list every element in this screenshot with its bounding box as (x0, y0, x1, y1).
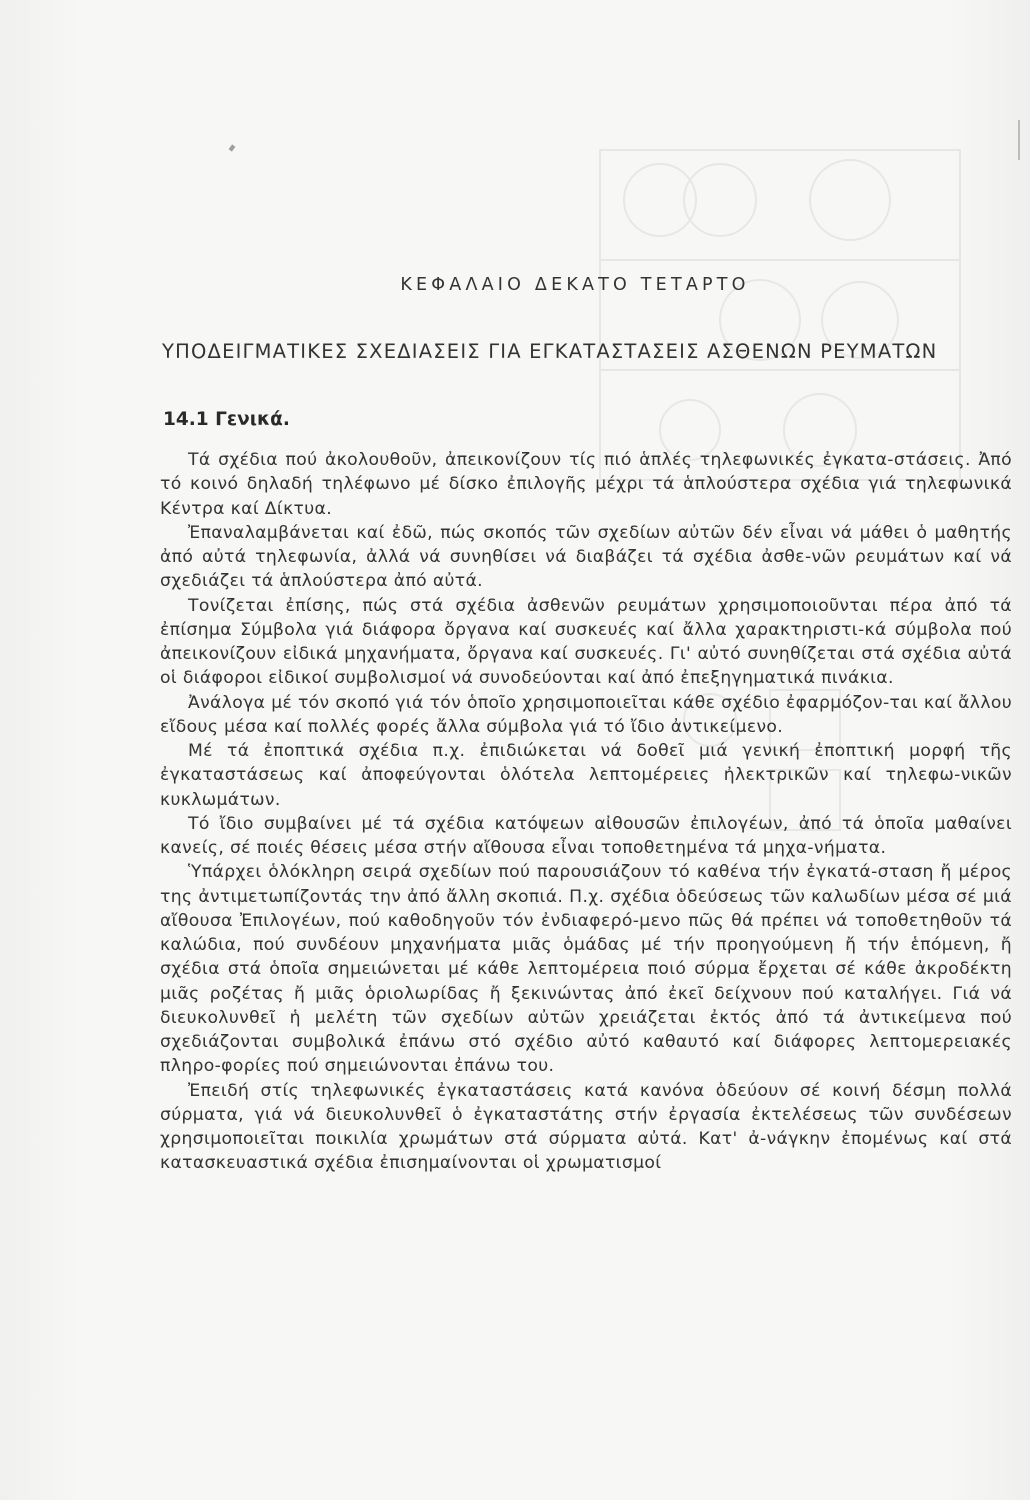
paragraph: Ἀνάλογα μέ τόν σκοπό γιά τόν ὁποῖο χρησιμοποιεῖται κάθε σχέδιο ἐφαρμόζον-ται καί ἄλλου εἴδους μέσα καί πολλές φορές ἄλλα σύμβολα γιά τό ἴδιο ἀντικείμενο. (160, 692, 1012, 737)
paragraph: Τό ἴδιο συμβαίνει μέ τά σχέδια κατόψεων αἰθουσῶν ἐπιλογέων, ἀπό τά ὁποῖα μαθαίνει κανείς, σέ ποιές θέσεις μέσα στήν αἴθουσα εἶναι τοποθετημένα τά μηχα-νήματα. (160, 813, 1012, 858)
paragraph: Τά σχέδια πού ἀκολουθοῦν, ἀπεικονίζουν τίς πιό ἁπλές τηλεφωνικές ἐγκατα-στάσεις. Ἀπό τό κοινό δηλαδή τηλέφωνο μέ δίσκο ἐπιλογῆς μέχρι τά ἁπλούστερα σχέδια γιά τηλεφωνικά Κέντρα καί Δίκτυα. (160, 450, 1012, 519)
body-text (160, 448, 1012, 1176)
chapter-title: ΥΠΟΔΕΙΓΜΑΤΙΚΕΣ ΣΧΕΔΙΑΣΕΙΣ ΓΙΑ ΕΓΚΑΤΑΣΤΑΣΕΙΣ ΑΣΘΕΝΩΝ ΡΕΥΜΑΤΩΝ (162, 340, 938, 363)
scan-speck (229, 144, 236, 151)
paragraph: Τονίζεται ἐπίσης, πώς στά σχέδια ἀσθενῶν ρευμάτων χρησιμοποιοῦνται πέρα ἀπό τά ἐπίσημα Σύμβολα γιά διάφορα ὄργανα καί συσκευές καί ἄλλα χαρακτηριστι-κά σύμβολα πού ἀπεικονίζουν εἰδικά μηχανήματα, ὄργανα καί συσκευές. Γι' αὐτό συνηθίζεται στά σχέδια αὐτά οἱ διάφοροι εἰδικοί συμβολισμοί νά συνοδεύονται καί ἀπό ἐπεξηγηματικά πινάκια. (160, 595, 1012, 689)
chapter-heading: ΚΕΦΑΛΑΙΟ ΔΕΚΑΤΟ ΤΕΤΑΡΤΟ (400, 275, 750, 295)
section-heading: 14.1 Γενικά. (163, 409, 290, 430)
paragraph: Ἐπαναλαμβάνεται καί ἐδῶ, πώς σκοπός τῶν σχεδίων αὐτῶν δέν εἶναι νά μάθει ὁ μαθητής ἀπό αὐτά τηλεφωνία, ἀλλά νά συνηθίσει νά διαβάζει τά σχέδια ἀσθε-νῶν ρευμάτων καί νά σχεδιάζει τά ἁπλούστερα ἀπό αὐτά. (160, 522, 1012, 592)
paragraph: Ὑπάρχει ὁλόκληρη σειρά σχεδίων πού παρουσιάζουν τό καθένα τήν ἐγκατά-σταση ἤ μέρος της ἀντιμετωπίζοντάς την ἀπό ἄλλη σκοπιά. Π.χ. σχέδια ὁδεύσεως τῶν καλωδίων μέσα σέ μιά αἴθουσα Ἐπιλογέων, πού καθοδηγοῦν τόν ἐνδιαφερό-μενο πῶς θά πρέπει νά τοποθετηθοῦν τά καλώδια, πού συνδέουν μηχανήματα μιᾶς ὁμάδας μέ τήν προηγούμενη ἤ τήν ἑπόμενη, ἤ σχέδια στά ὁποῖα σημειώνεται μέ κάθε λεπτομέρεια ποιό σύρμα ἔρχεται σέ κάθε ἀκροδέκτη μιᾶς ροζέτας ἤ μιᾶς ὁριολωρίδας ἤ ξεκινώντας ἀπό ἐκεῖ δείχνουν πού καταλήγει. Γιά νά διευκολυνθεῖ ἡ μελέτη τῶν σχεδίων αὐτῶν χρειάζεται ἐκτός ἀπό τά ἀντικείμενα πού σχεδιάζονται συμβολικά ἐπάνω στό σχέδιο αὐτό καθαυτό καί διάφορες λεπτομερειακές πληρο-φορίες πού σημειώνονται ἐπάνω του. (160, 862, 1012, 1077)
paragraph: Μέ τά ἐποπτικά σχέδια π.χ. ἐπιδιώκεται νά δοθεῖ μιά γενική ἐποπτική μορφή τῆς ἐγκαταστάσεως καί ἀποφεύγονται ὁλότελα λεπτομέρειες ἠλεκτρικῶν καί τηλεφω-νικῶν κυκλωμάτων. (160, 741, 1012, 810)
paragraph: Ἐπειδή στίς τηλεφωνικές ἐγκαταστάσεις κατά κανόνα ὁδεύουν σέ κοινή δέσμη πολλά σύρματα, γιά νά διευκολυνθεῖ ὁ ἐγκαταστάτης στήν ἐργασία ἐκτελέσεως τῶν συνδέσεων χρησιμοποιεῖται ποικιλία χρωμάτων στά σύρματα αὐτά. Κατ' ἀ-νάγκην ἐπομένως καί στά κατασκευαστικά σχέδια ἐπισημαίνονται οἱ χρωματισμοί (160, 1080, 1012, 1174)
page-edge-mark (1018, 120, 1020, 160)
